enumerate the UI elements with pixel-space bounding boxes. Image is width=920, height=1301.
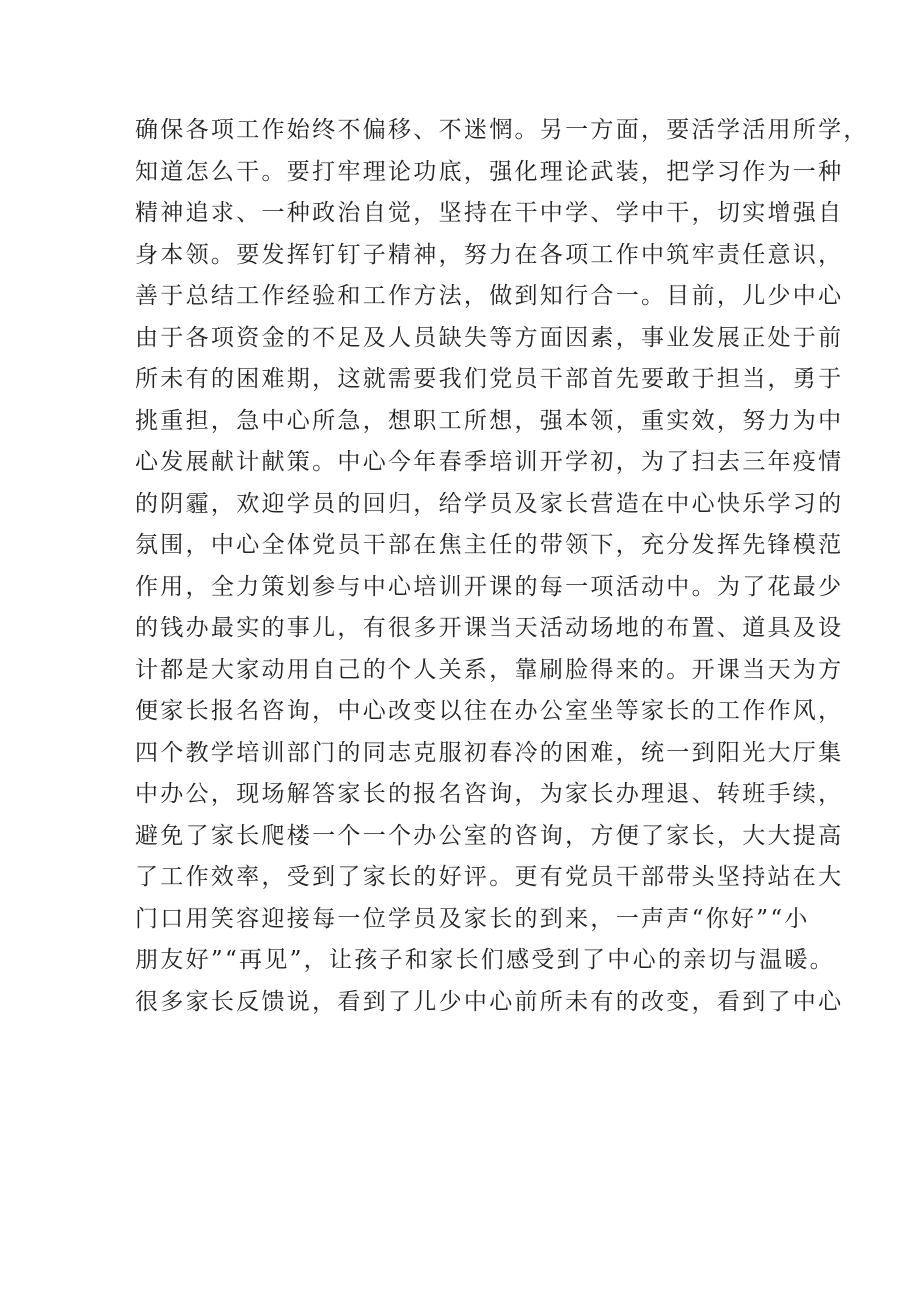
body-text [135,110,869,1023]
text-line: 的阴霾，欢迎学员的回归，给学员及家长营造在中心快乐学习的 [135,490,844,517]
text-line: 计都是大家动用自己的个人关系，靠刷脸得来的。开课当天为方 [135,656,844,683]
text-line: 很多家长反馈说，看到了儿少中心前所未有的改变，看到了中心 [135,988,844,1015]
text-line: 心发展献计献策。中心今年春季培训开学初，为了扫去三年疫情 [135,449,844,475]
text-line: 善于总结工作经验和工作方法，做到知行合一。目前，儿少中心 [135,283,844,309]
text-line: 便家长报名咨询，中心改变以往在办公室坐等家长的工作作风， [135,698,844,724]
text-line: 作用，全力策划参与中心培训开课的每一项活动中。为了花最少 [135,573,844,600]
text-line: 确保各项工作始终不偏移、不迷惘。另一方面，要活学活用所学， [135,117,869,143]
text-line: 挑重担，急中心所急，想职工所想，强本领，重实效，努力为中 [135,407,844,434]
text-line: 了工作效率，受到了家长的好评。更有党员干部带头坚持站在大 [135,864,844,890]
text-line: 所未有的困难期，这就需要我们党员干部首先要敢于担当，勇于 [135,366,844,392]
text-line: 四个教学培训部门的同志克服初春冷的困难，统一到阳光大厅集 [135,739,844,766]
text-line: 知道怎么干。要打牢理论功底，强化理论武装，把学习作为一种 [135,158,844,185]
text-line: 氛围，中心全体党员干部在焦主任的带领下，充分发挥先锋模范 [135,532,844,558]
text-line: 精神追求、一种政治自觉，坚持在干中学、学中干，切实增强自 [135,200,844,226]
text-line: 避免了家长爬楼一个一个办公室的咨询，方便了家长，大大提高 [135,822,844,849]
text-line: 中办公，现场解答家长的报名咨询，为家长办理退、转班手续， [135,781,844,807]
text-line: 朋友好”“再见”，让孩子和家长们感受到了中心的亲切与温暖。 [135,947,835,973]
text-line: 身本领。要发挥钉钉子精神，努力在各项工作中筑牢责任意识， [135,241,844,268]
text-line: 的钱办最实的事儿，有很多开课当天活动场地的布置、道具及设 [135,615,844,641]
text-line: 由于各项资金的不足及人员缺失等方面因素，事业发展正处于前 [135,324,844,351]
text-line: 门口用笑容迎接每一位学员及家长的到来，一声声“你好”“小 [135,905,810,932]
